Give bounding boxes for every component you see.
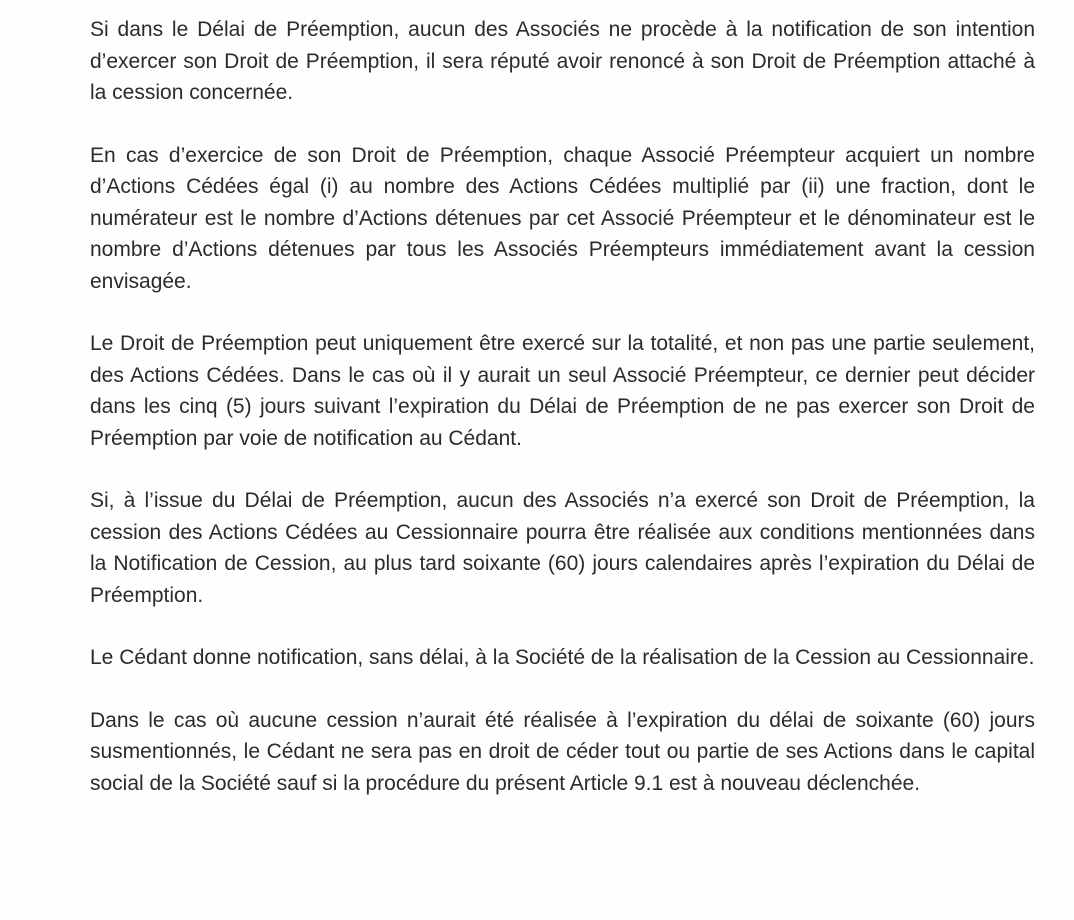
paragraph-preemption-allocation: En cas d’exercice de son Droit de Préemption, chaque Associé Préempteur acquiert un nombre d’Actions Cédées égal (i) au nombre des Actions Cédées multiplié par (ii) une fraction, dont le numérateur est le nombre d’Actions détenues par cet Associé Préempteur et le dénominateur est le nombre d’Actions détenues par tous les Associés Préempteurs immédiatement avant la cession envisagée. [90, 143, 1035, 293]
paragraph-cession-authorized: Si, à l’issue du Délai de Préemption, aucun des Associés n’a exercé son Droit de Préemption, la cession des Actions Cédées au Cessionnaire pourra être réalisée aux conditions mentionnées dans la Notification de Cession, au plus tard soixante (60) jours calendaires après l’expiration du Délai de Préemption. [90, 489, 1035, 607]
document-body [90, 14, 1035, 799]
paragraph-preemption-totality: Le Droit de Préemption peut uniquement être exercé sur la totalité, et non pas une partie seulement, des Actions Cédées. Dans le cas où il y aurait un seul Associé Préempteur, ce dernier peut décider dans les cinq (5) jours suivant l’expiration du Délai de Préemption de ne pas exercer son Droit de Préemption par voie de notification au Cédant. [90, 332, 1035, 450]
paragraph-preemption-waiver: Si dans le Délai de Préemption, aucun des Associés ne procède à la notification de son intention d’exercer son Droit de Préemption, il sera réputé avoir renoncé à son Droit de Préemption attaché à la cession concernée. [90, 18, 1035, 104]
paragraph-cession-lapse: Dans le cas où aucune cession n’aurait été réalisée à l’expiration du délai de soixante (60) jours susmentionnés, le Cédant ne sera pas en droit de céder tout ou partie de ses Actions dans le capital social de la Société sauf si la procédure du présent Article 9.1 est à nouveau déclenchée. [90, 708, 1035, 795]
paragraph-cession-notification: Le Cédant donne notification, sans délai, à la Société de la réalisation de la Cession au Cessionnaire. [90, 646, 1035, 669]
